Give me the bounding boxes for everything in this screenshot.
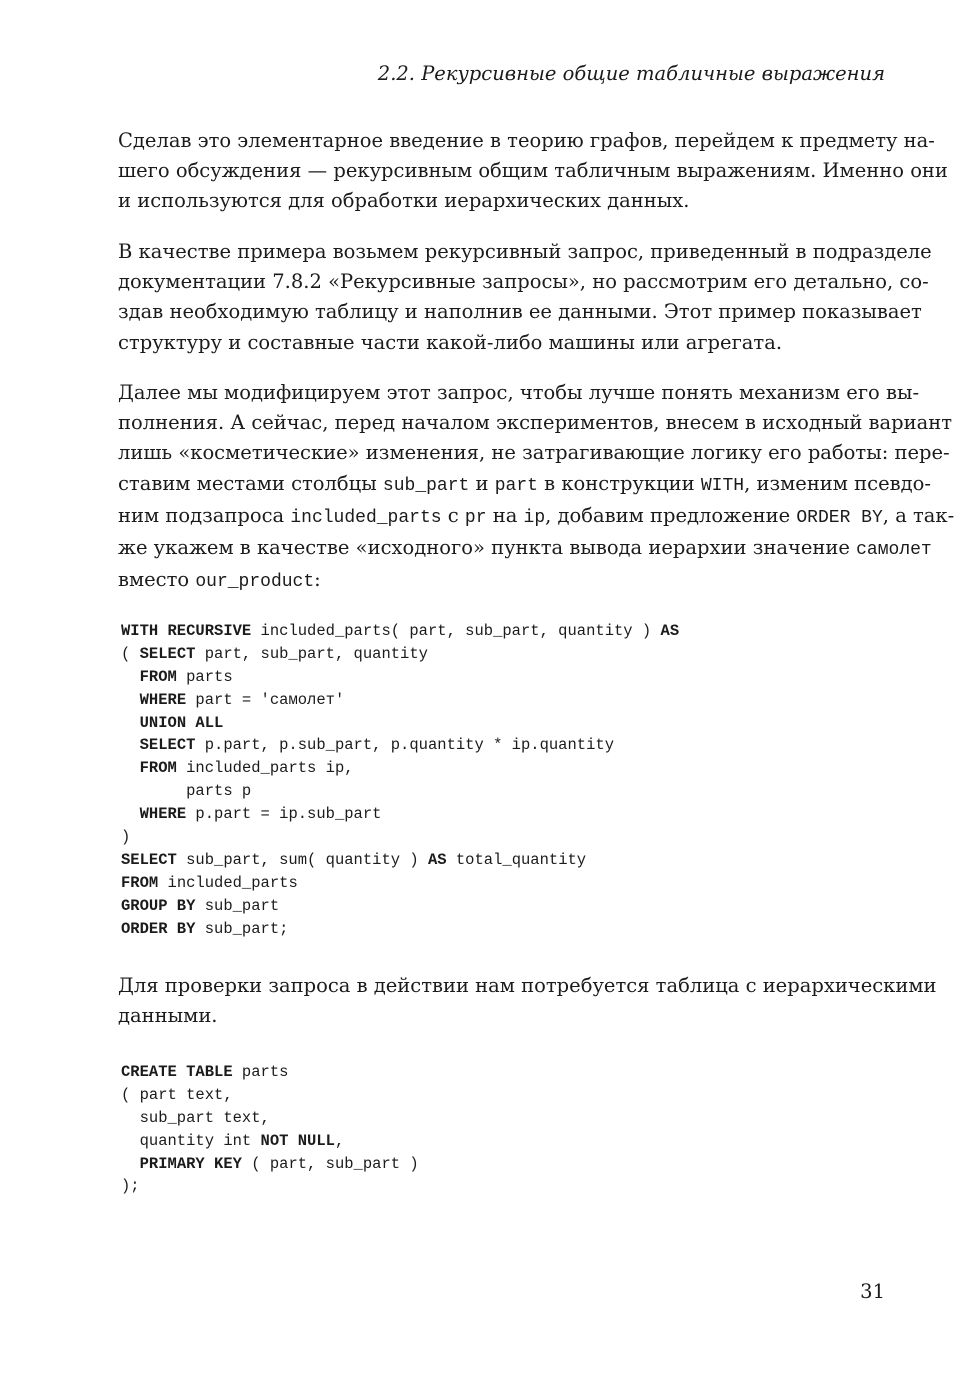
text-line: структуру и составные части какой-либо машины или агрегата. (118, 330, 783, 354)
code-line (121, 872, 679, 895)
code-text: included_parts ip, (176, 759, 354, 778)
code-text: ( part text, (121, 1085, 233, 1104)
code-text: sub_part; (195, 919, 289, 938)
inline-code: ORDER BY (796, 507, 883, 528)
code-text (121, 805, 140, 823)
code-text: total_quantity (446, 850, 587, 869)
inline-code: our_product (195, 572, 315, 593)
code-text (121, 736, 140, 754)
code-text: parts (176, 667, 233, 686)
code-text (121, 668, 140, 686)
code-text: , (334, 1131, 345, 1150)
text-line: вместо our_product: (118, 568, 321, 593)
code-line (121, 780, 679, 803)
sql-keyword: GROUP BY (121, 896, 196, 915)
sql-keyword: ORDER BY (121, 919, 196, 938)
code-line (121, 734, 679, 757)
text-line: Сделав это элементарное введение в теорию графов, перейдем к предмету на- (118, 129, 935, 152)
code-line (121, 643, 679, 666)
sql-keyword: SELECT (121, 850, 177, 869)
code-text: part = 'самолет' (186, 690, 345, 709)
sql-keyword: SELECT (139, 644, 196, 663)
code-line (121, 918, 679, 941)
running-head: 2.2. Рекурсивные общие табличные выражения (377, 62, 885, 85)
sql-keyword: WHERE (139, 690, 187, 709)
code-text: p.part = ip.sub_part (186, 805, 382, 824)
code-text (121, 759, 140, 777)
sql-keyword: UNION ALL (139, 713, 224, 732)
code-line (121, 1061, 419, 1084)
text-line: шего обсуждения — рекурсивным общим табличным выражениям. Именно они (118, 159, 948, 183)
sql-keyword: FROM (139, 667, 177, 686)
code-text: ) (121, 828, 131, 847)
sql-keyword: PRIMARY KEY (139, 1154, 242, 1173)
text-line: здав необходимую таблицу и наполнив ее данными. Этот пример показывает (118, 300, 922, 324)
code-text: included_parts (158, 873, 298, 892)
code-text: ( part, sub_part ) (241, 1154, 419, 1173)
code-text: included_parts( part, sub_part, quantity ) (251, 622, 661, 640)
code-line (121, 689, 679, 712)
text-line: Для проверки запроса в действии нам потребуется таблица с иерархическими (118, 974, 937, 997)
sql-keyword: SELECT (139, 736, 196, 755)
inline-code: самолет (856, 540, 932, 561)
code-line (121, 1175, 419, 1198)
text-line: ним подзапроса included_parts с pr на ip, добавим предложение ORDER BY, а так- (118, 503, 955, 528)
code-text: p.part, p.sub_part, p.quantity * ip.quantity (195, 736, 614, 755)
code-text: sub_part text, (121, 1108, 270, 1127)
inline-code: included_parts (290, 507, 442, 528)
code-line (121, 803, 679, 826)
inline-code: pr (464, 507, 487, 528)
text-line: же укажем в качестве «исходного» пункта вывода иерархии значение самолет (118, 536, 932, 561)
code-text: sub_part (195, 896, 280, 915)
paragraph-table-needed (118, 971, 937, 1031)
sql-keyword: AS (660, 622, 680, 640)
code-line (121, 895, 679, 918)
text-line: и используются для обработки иерархических данных. (118, 189, 690, 213)
text-line: данными. (118, 1004, 218, 1028)
text-line: Далее мы модифицируем этот запрос, чтобы лучше понять механизм его вы- (118, 381, 920, 404)
code-line (121, 1107, 419, 1130)
text-line: документации 7.8.2 «Рекурсивные запросы», но рассмотрим его детально, со- (118, 270, 929, 294)
code-text (121, 714, 140, 732)
code-line (121, 666, 679, 689)
code-block-create-table (121, 1061, 419, 1198)
sql-keyword: WITH RECURSIVE (121, 622, 252, 640)
text-line: В качестве примера возьмем рекурсивный запрос, приведенный в подразделе (118, 240, 932, 263)
code-line (121, 620, 679, 643)
text-line: лишь «косметические» изменения, не затрагивающие логику его работы: пере- (118, 441, 950, 465)
code-text (121, 1155, 140, 1173)
code-line (121, 1153, 419, 1176)
code-line (121, 757, 679, 780)
page-number: 31 (860, 1280, 885, 1303)
code-line (121, 849, 679, 872)
inline-code: part (494, 475, 538, 496)
sql-keyword: FROM (121, 873, 159, 892)
code-line (121, 1130, 419, 1153)
code-text: part, sub_part, quantity (195, 644, 428, 663)
inline-code: sub_part (382, 475, 470, 496)
code-line (121, 826, 679, 849)
sql-keyword: WHERE (139, 805, 187, 824)
code-line (121, 1084, 419, 1107)
text-line: полнения. А сейчас, перед началом экспериментов, внесем в исходный вариант (118, 411, 953, 435)
paragraph-modification (118, 378, 955, 597)
paragraph-example (118, 237, 932, 358)
code-line (121, 712, 679, 735)
paragraph-intro (118, 126, 948, 217)
text-line: ставим местами столбцы sub_part и part в конструкции WITH, изменим псевдо- (118, 471, 931, 496)
code-block-recursive-query (121, 620, 679, 940)
sql-keyword: FROM (139, 759, 177, 778)
sql-keyword: CREATE TABLE (121, 1063, 233, 1081)
inline-code: ip (523, 507, 546, 528)
code-text: quantity int (121, 1131, 261, 1150)
code-text: parts p (121, 782, 252, 801)
code-text: parts (232, 1063, 289, 1081)
code-text: ( (121, 644, 140, 663)
code-text: ); (121, 1177, 140, 1196)
sql-keyword: AS (427, 850, 447, 869)
inline-code: WITH (700, 475, 745, 496)
sql-keyword: NOT NULL (260, 1131, 335, 1150)
code-text: sub_part, sum( quantity ) (176, 850, 428, 869)
code-text (121, 691, 140, 709)
